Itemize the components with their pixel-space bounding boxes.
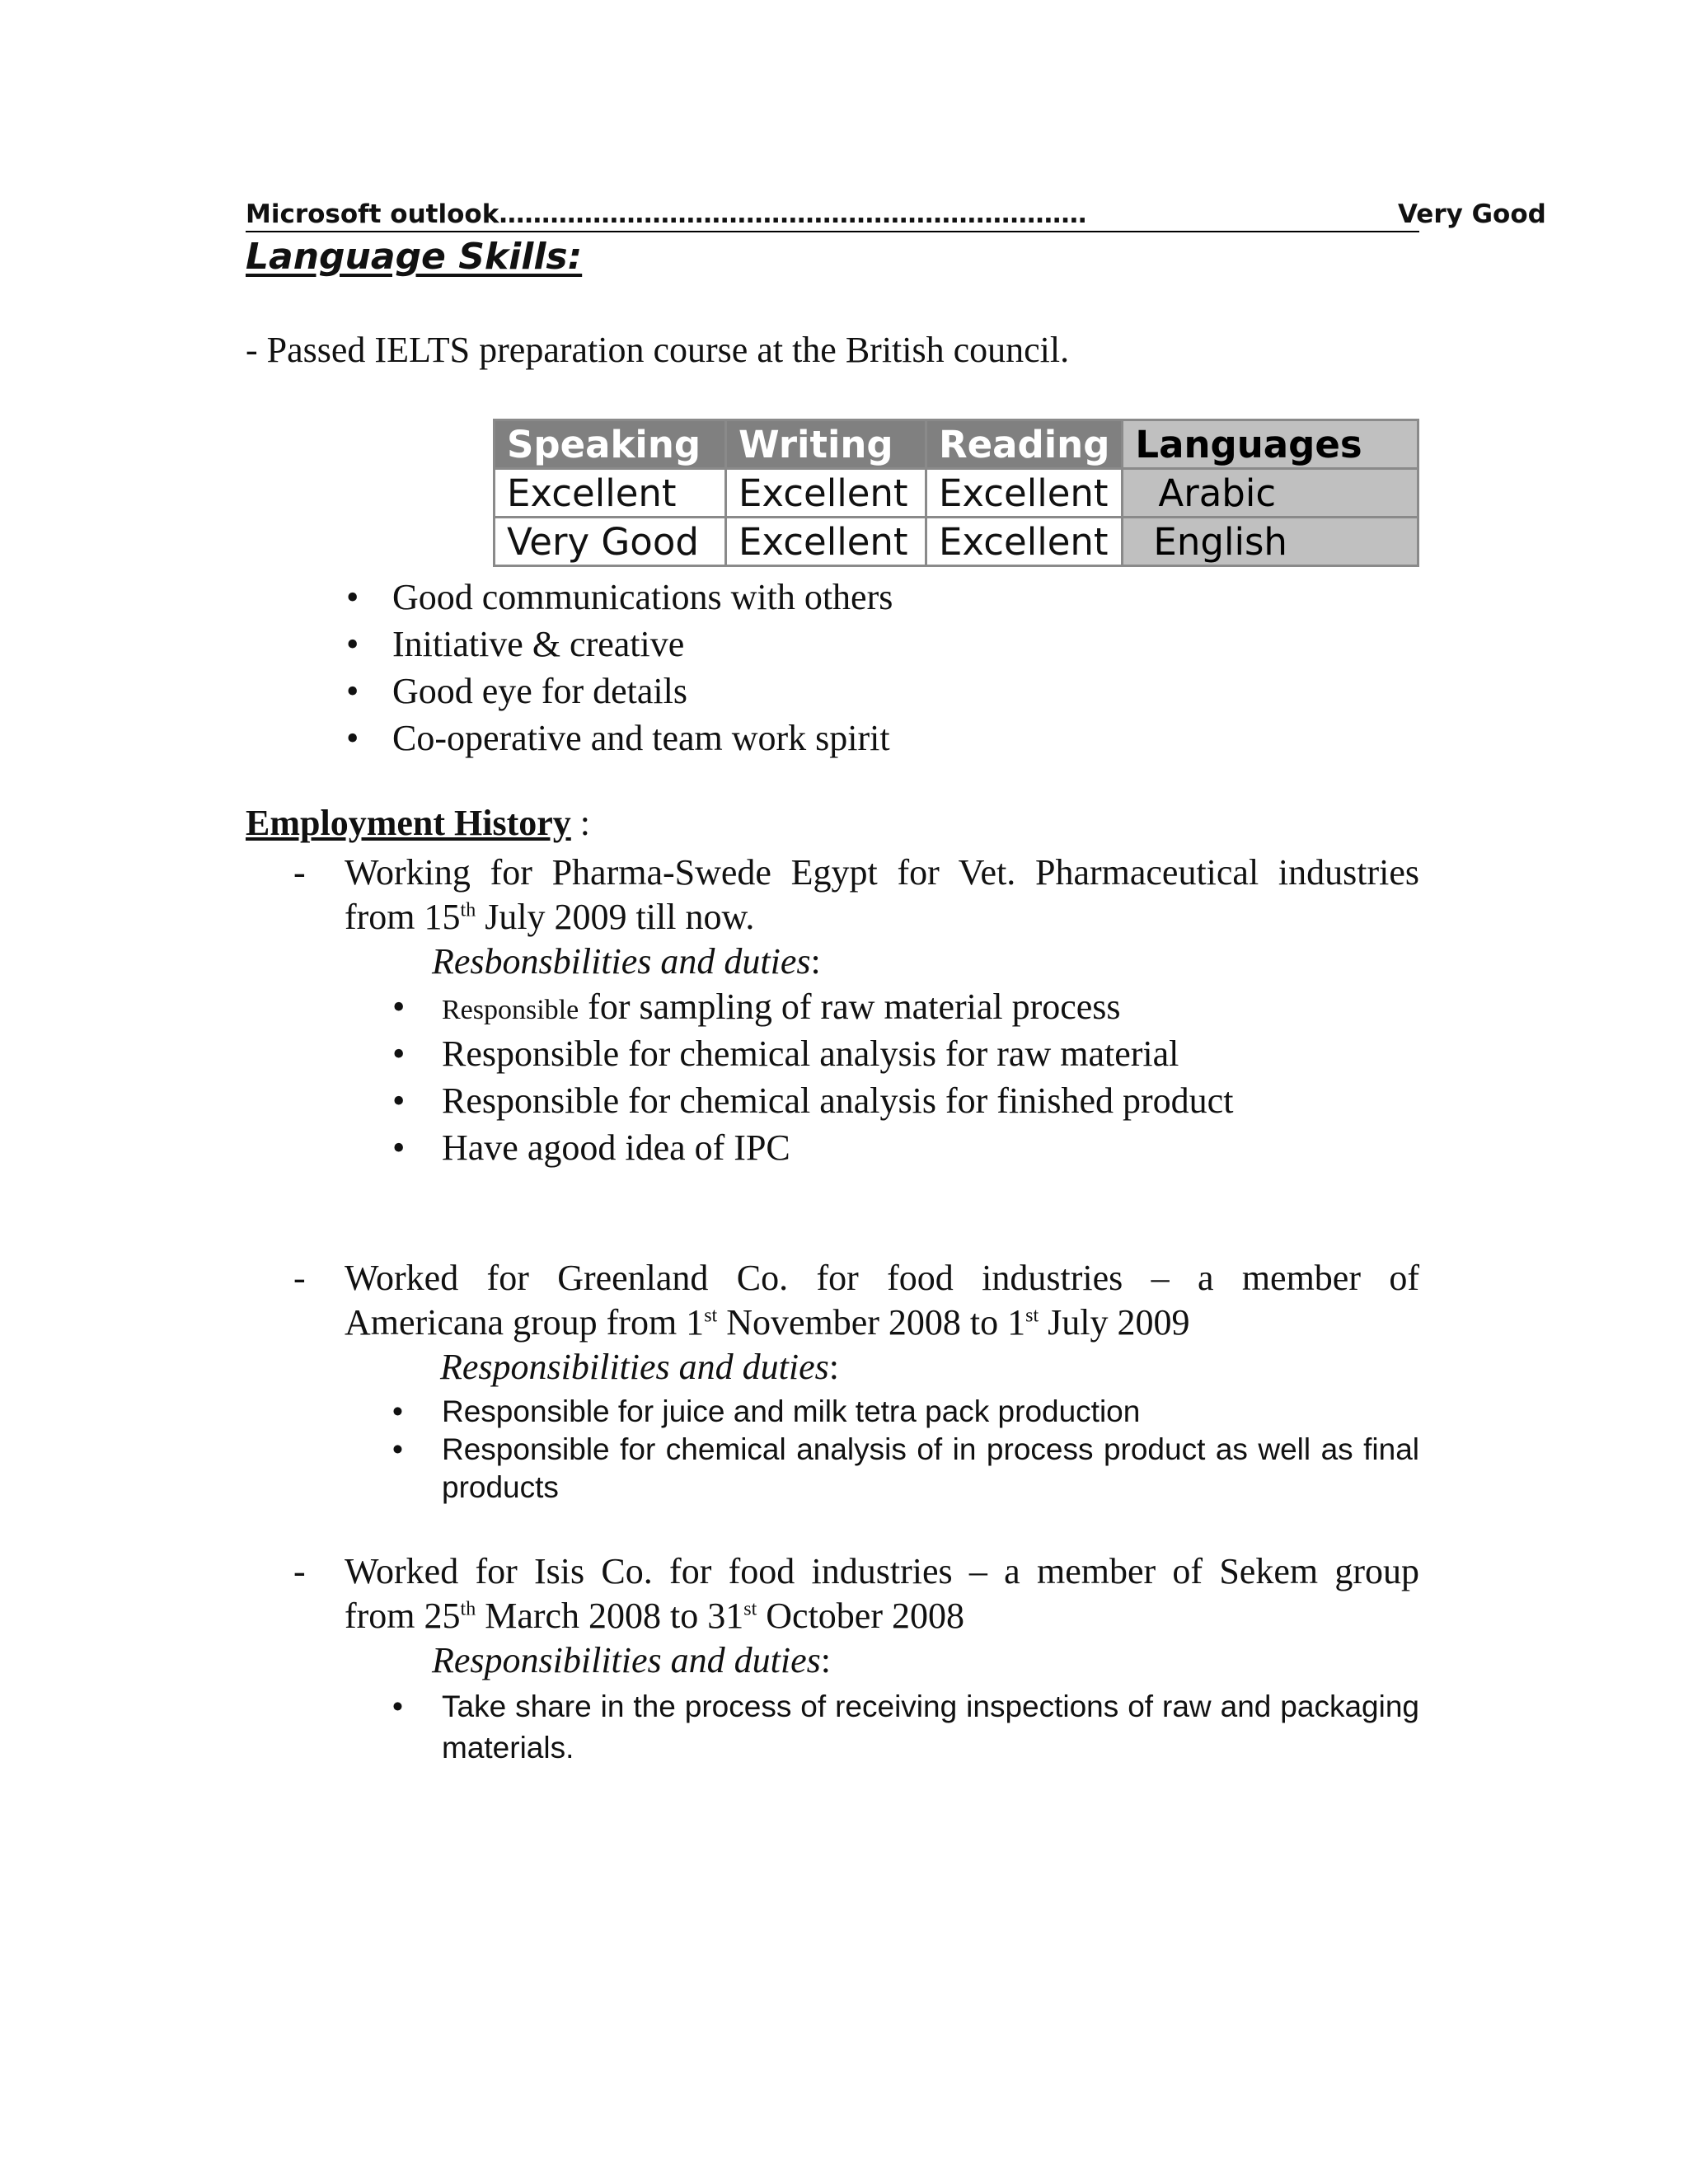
table-row bbox=[495, 469, 1418, 518]
header-speaking: Speaking bbox=[495, 420, 726, 469]
header-writing: Writing bbox=[726, 420, 926, 469]
list-item: • Responsible for sampling of raw material process bbox=[392, 987, 1121, 1027]
computer-skill-row bbox=[246, 198, 1546, 232]
cell-reading: Excellent bbox=[926, 469, 1123, 518]
language-table bbox=[493, 419, 1419, 567]
skill-leader-dots: …………………………………………………………… bbox=[499, 199, 1087, 229]
entry-dash: - bbox=[293, 852, 306, 893]
skill-level: Very Good bbox=[1398, 199, 1546, 229]
entry-dash: - bbox=[293, 1551, 306, 1591]
list-item: • Responsible for juice and milk tetra pack production bbox=[392, 1394, 1141, 1428]
duties-list-3 bbox=[392, 1686, 1419, 1769]
list-item: • Initiative & creative bbox=[346, 624, 685, 664]
table-row bbox=[495, 518, 1418, 566]
cell-writing: Excellent bbox=[726, 469, 926, 518]
employment-entry-2: Worked for Greenland Co. for food industries – a member of Americana group from 1st November 2008 to 1st July 2009 bbox=[345, 1258, 1419, 1343]
list-item: • Responsible for chemical analysis for finished product bbox=[392, 1080, 1234, 1121]
language-table-header bbox=[495, 420, 1418, 469]
duties-label: Responsibilities and duties: bbox=[440, 1347, 839, 1387]
list-item: • Good eye for details bbox=[346, 671, 687, 711]
cell-reading: Excellent bbox=[926, 518, 1123, 566]
cell-speaking: Excellent bbox=[495, 469, 726, 518]
ielts-line: - Passed IELTS preparation course at the British council. bbox=[246, 330, 1070, 370]
language-skills-heading: Language Skills: bbox=[246, 236, 583, 278]
header-languages: Languages bbox=[1123, 420, 1418, 469]
cell-language: Arabic bbox=[1123, 469, 1418, 518]
list-item: • Responsible for chemical analysis of in process product as well as final products bbox=[392, 1432, 1419, 1504]
employment-history-heading: Employment History : bbox=[246, 803, 590, 843]
skill-tool-name: Microsoft outlook bbox=[246, 199, 499, 229]
personal-skills-list bbox=[346, 574, 893, 762]
duties-list-1 bbox=[392, 984, 1233, 1172]
list-item: • Good communications with others bbox=[346, 577, 893, 617]
header-reading: Reading bbox=[926, 420, 1123, 469]
entry-dash: - bbox=[293, 1258, 306, 1298]
duties-label: Resbonsbilities and duties: bbox=[432, 941, 821, 982]
list-item: • Take share in the process of receiving inspections of raw and packaging materials. bbox=[392, 1690, 1419, 1765]
list-item: • Responsible for chemical analysis for raw material bbox=[392, 1033, 1179, 1074]
duties-list-2 bbox=[392, 1393, 1419, 1507]
employment-entry-1: Working for Pharma-Swede Egypt for Vet. Pharmaceutical industries from 15th July 2009 till now. bbox=[345, 852, 1419, 937]
cell-language: English bbox=[1123, 518, 1418, 566]
list-item: • Co-operative and team work spirit bbox=[346, 718, 890, 758]
employment-entry-3: Worked for Isis Co. for food industries – a member of Sekem group from 25th March 2008 to 31st October 2008 bbox=[345, 1551, 1419, 1636]
cell-writing: Excellent bbox=[726, 518, 926, 566]
list-item: • Have agood idea of IPC bbox=[392, 1127, 790, 1168]
cell-speaking: Very Good bbox=[495, 518, 726, 566]
duties-label: Responsibilities and duties: bbox=[432, 1640, 831, 1680]
